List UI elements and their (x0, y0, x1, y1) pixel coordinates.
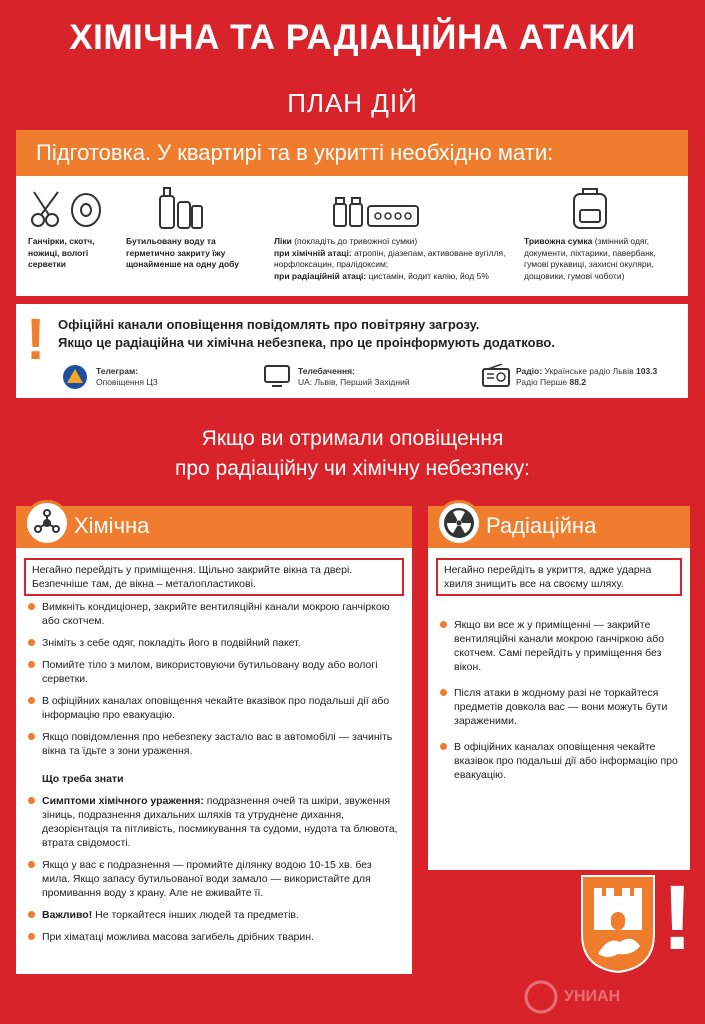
prep-item-text: Бутильовану воду та герметично закриту їжу щонайменше на одну добу (126, 236, 240, 269)
exclamation-icon: ! (662, 867, 693, 969)
medicine-title: Ліки (274, 236, 292, 246)
civil-defense-icon (62, 364, 88, 390)
radio-icon (482, 364, 510, 388)
channel-telegram: Телеграм: Оповіщення ЦЗ (62, 366, 158, 388)
important-item: Важливо! Не торкайтеся інших людей та предметів. (26, 908, 398, 922)
bag-title: Тривожна сумка (524, 236, 593, 246)
chemical-hazard-icon (24, 500, 70, 546)
chemical-boxed-text: Негайно перейдіть у приміщення. Щільно закрийте вікна та двері. Безпечніше там, де вікна – металопластикові. (24, 558, 404, 596)
tv-icon (264, 364, 290, 388)
radiation-hazard-icon (436, 500, 482, 546)
page-subtitle: ПЛАН ДІЙ (287, 88, 418, 118)
lviv-emblem-icon (580, 874, 656, 974)
radiation-boxed-text: Негайно перейдіть в укриття, адже ударна хвиля знищить все на своєму шляху. (436, 558, 682, 596)
backpack-icon (524, 184, 680, 230)
prep-item-supplies (28, 184, 120, 271)
alert-text: Офіційні канали оповіщення повідомлять про повітряну загрозу. Якщо це радіаційна чи хімічна небезпека, про це проінформують додатково. (58, 317, 555, 350)
list-item: Помийте тіло з милом, використовуючи бутильовану воду або вологі серветки. (26, 658, 398, 686)
chemical-header (16, 506, 412, 548)
prep-section (16, 176, 688, 296)
prep-item-medicine: Ліки (покладіть до тривожної сумки) при хімічній атаці: атропін, діазепам, активоване вугілля, норфлоксацин, пралідоксим; при радіаційній атаці: цистамін, йодит калію, йод 5% (274, 184, 514, 282)
water-bottles-icon (126, 184, 266, 230)
chemical-section (16, 548, 412, 974)
prep-item-bag: Тривожна сумка (змінний одяг, документи, ліхтарики, павербанк, гумові рукавиці, захисні окуляри, дощовики, гумові чоботи) (524, 184, 680, 282)
watermark: УНИАН (520, 978, 695, 1018)
list-item: Вимкніть кондиціонер, закрийте вентиляційні канали мокрою ганчіркою або скотчем. (26, 600, 398, 628)
scissors-tape-icon (28, 184, 120, 230)
radiation-header (428, 506, 690, 548)
channel-tv: Телебачення: UA: Львів, Перший Західний (264, 366, 410, 388)
medicine-icon (274, 184, 514, 230)
radiation-list (438, 618, 678, 790)
list-item: При хіматаці можлива масова загибель дрібних тварин. (26, 930, 398, 944)
prep-item-text: Ганчірки, скотч, ножиці, вологі серветки (28, 236, 95, 269)
list-item: Якщо повідомлення про небезпеку застало вас в автомобілі — зачиніть вікна та їдьте з зони ураження. (26, 730, 398, 758)
channel-radio: Радіо: Українське радіо Львів 103.3 Радіо Перше 88.2 (482, 366, 682, 388)
radiation-title: Радіаційна (486, 513, 597, 538)
know-title: Що треба знати (42, 773, 124, 785)
list-item: Якщо у вас є подразнення — промийте ділянку водою 10-15 хв. без мила. Якщо запасу бутильованої води замало — використайте для промивання воду з крану. Але не вживайте її. (26, 858, 398, 900)
list-item: В офіційних каналах оповіщення чекайте вказівок про подальші дії або інформацію про евакуацію. (438, 740, 678, 782)
watermark-logo-icon (524, 980, 558, 1014)
symptoms-item: Симптоми хімічного ураження: подразнення очей та шкіри, звуження зіниць, подразнення дихальних шляхів та утруднене дихання, дезорієнтація та пітливість, посмикування та судоми, нудота та блювота, втрата свідомості. (26, 794, 398, 850)
page-title: ХІМІЧНА ТА РАДІАЦІЙНА АТАКИ (69, 18, 636, 57)
list-item: Після атаки в жодному разі не торкайтеся предметів довкола вас — вони можуть бути зараженими. (438, 686, 678, 728)
prep-item-water (126, 184, 266, 271)
prep-heading: Підготовка. У квартирі та в укритті необхідно мати: (16, 130, 688, 176)
alert-section (16, 304, 688, 398)
chemical-title: Хімічна (74, 513, 150, 538)
chemical-list (26, 600, 398, 952)
mid-heading: Якщо ви отримали оповіщення про радіаційну чи хімічну небезпеку: (174, 427, 530, 480)
exclamation-icon: ! (26, 307, 46, 372)
list-item: В офіційних каналах оповіщення чекайте вказівок про подальші дії або інформацію про евакуацію. (26, 694, 398, 722)
list-item: Якщо ви все ж у приміщенні — закрийте вентиляційні канали мокрою ганчіркою або скотчем. Самі перейдіть у приміщення без вікон. (438, 618, 678, 674)
list-item: Зніміть з себе одяг, покладіть його в подвійний пакет. (26, 636, 398, 650)
radiation-section (428, 548, 690, 870)
